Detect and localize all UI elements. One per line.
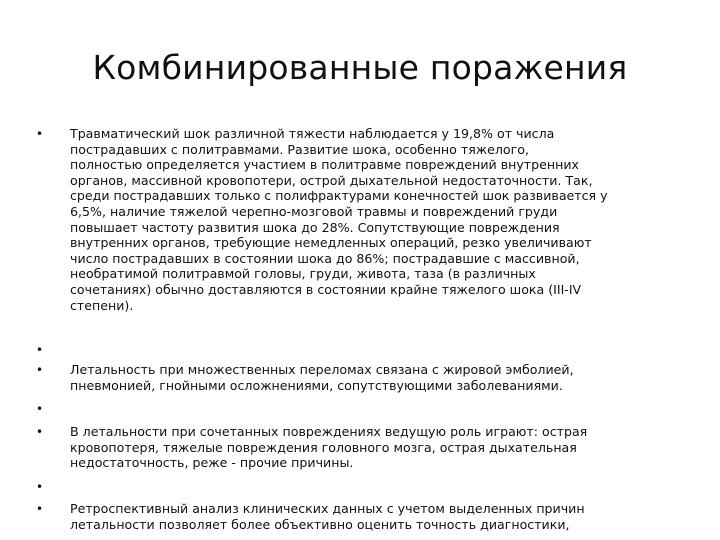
text-line: необратимой политравмой головы, груди, живота, таза (в различных — [70, 266, 536, 282]
text-line: кровопотеря, тяжелые повреждения головного мозга, острая дыхательная — [70, 439, 577, 455]
bullet-marker: • — [36, 425, 44, 439]
paragraph-retrospective-analysis — [70, 501, 682, 532]
text-line: Ретроспективный анализ клинических данных с учетом выделенных причин — [70, 501, 585, 516]
slide-title: Комбинированные поражения — [92, 48, 628, 87]
text-line: органов, массивной кровопотери, острой дыхательной недостаточности. Так, — [70, 172, 593, 188]
text-line: степени). — [70, 297, 134, 313]
text-line: полностью определяется участием в политравме повреждений внутренних — [70, 157, 579, 173]
bullet-marker-empty: • — [36, 402, 44, 416]
text-line: Травматический шок различной тяжести наблюдается у 19,8% от числа — [70, 126, 555, 141]
bullet-marker-empty: • — [36, 343, 44, 357]
text-line: пневмонией, гнойными осложнениями, сопутствующими заболеваниями. — [70, 377, 563, 393]
paragraph-mortality-fractures — [70, 362, 682, 393]
text-line: среди пострадавших только с полифрактурами конечностей шок развивается у — [70, 188, 608, 204]
bullet-marker-empty: • — [36, 480, 44, 494]
paragraph-shock-statistics — [70, 126, 682, 313]
bullet-marker: • — [36, 502, 44, 516]
text-line: летальности позволяет более объективно оценить точность диагностики, — [70, 516, 570, 532]
paragraph-mortality-combined — [70, 424, 682, 471]
text-line: Летальность при множественных переломах связана с жировой эмболией, — [70, 362, 574, 377]
text-line: пострадавших с политравмами. Развитие шока, особенно тяжелого, — [70, 141, 529, 157]
text-line: 6,5%, наличие тяжелой черепно-мозговой травмы и повреждений груди — [70, 203, 558, 219]
text-line: число пострадавших в состоянии шока до 86%; пострадавшие с массивной, — [70, 250, 580, 266]
text-line: сочетаниях) обычно доставляются в состоянии крайне тяжелого шока (III-IV — [70, 281, 582, 297]
text-line: недостаточность, реже - прочие причины. — [70, 455, 354, 471]
text-line: В летальности при сочетанных повреждениях ведущую роль играют: острая — [70, 424, 588, 439]
text-line: внутренних органов, требующие немедленных операций, резко увеличивают — [70, 235, 592, 251]
bullet-marker: • — [36, 363, 44, 377]
bullet-marker: • — [36, 127, 44, 141]
text-line: повышает частоту развития шока до 28%. Сопутствующие повреждения — [70, 219, 560, 235]
